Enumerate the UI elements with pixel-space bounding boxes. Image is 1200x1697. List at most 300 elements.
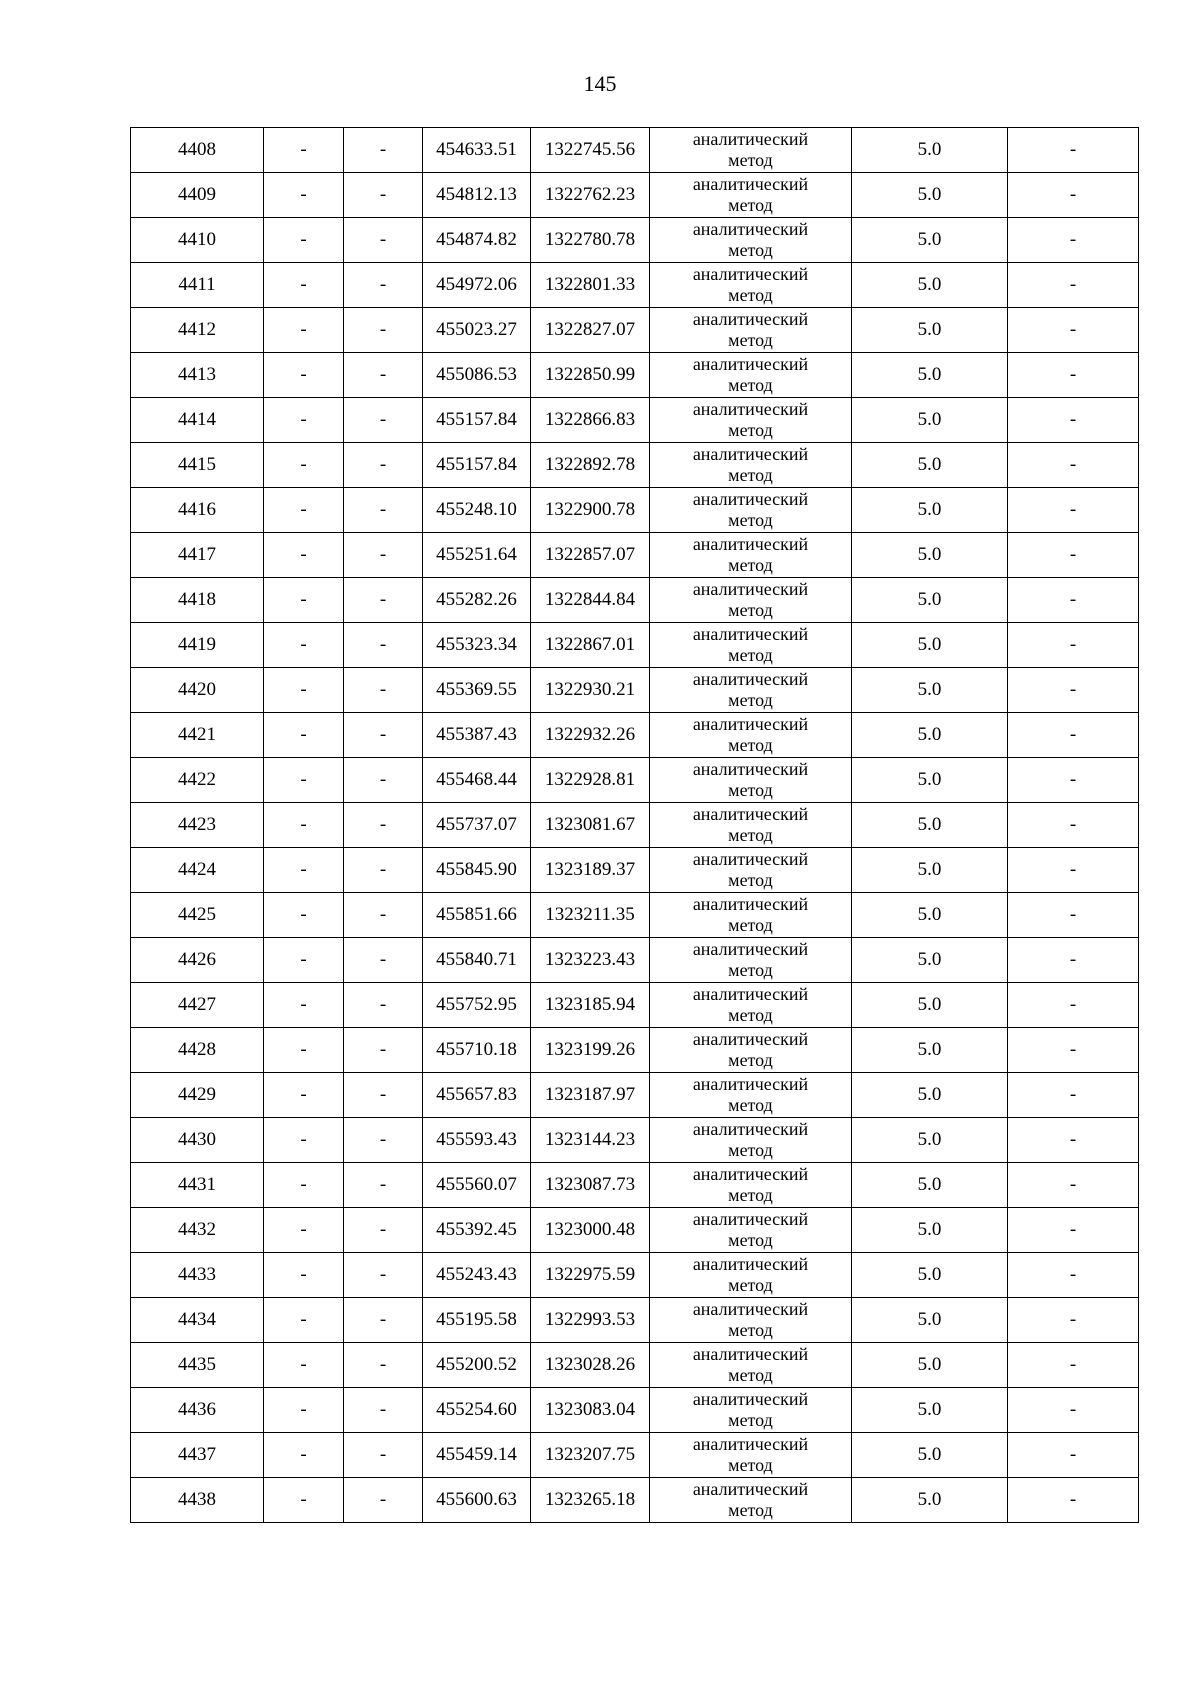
method-text: метод [728, 780, 773, 800]
table-row [131, 218, 1139, 263]
method-text: метод [728, 1455, 773, 1475]
method-text: метод [728, 330, 773, 350]
method-text: метод [728, 285, 773, 305]
dash-cell: - [344, 668, 423, 713]
x-coordinate-cell: 454874.82 [423, 218, 531, 263]
table-row [131, 263, 1139, 308]
method-cell [650, 938, 852, 983]
dash-cell: - [264, 353, 344, 398]
accuracy-value-cell: 5.0 [852, 1028, 1008, 1073]
x-coordinate-cell: 455752.95 [423, 983, 531, 1028]
point-id-cell: 4418 [131, 578, 264, 623]
method-cell [650, 1208, 852, 1253]
x-coordinate-cell: 455254.60 [423, 1388, 531, 1433]
dash-cell: - [1008, 1433, 1139, 1478]
x-coordinate-cell: 455282.26 [423, 578, 531, 623]
accuracy-value-cell: 5.0 [852, 1253, 1008, 1298]
dash-cell: - [264, 308, 344, 353]
method-text: аналитический [692, 669, 809, 689]
point-id-cell: 4437 [131, 1433, 264, 1478]
method-text: аналитический [692, 1029, 809, 1049]
y-coordinate-cell: 1323081.67 [531, 803, 650, 848]
method-cell [650, 308, 852, 353]
table-row [131, 1208, 1139, 1253]
y-coordinate-cell: 1323028.26 [531, 1343, 650, 1388]
point-id-cell: 4426 [131, 938, 264, 983]
method-cell [650, 443, 852, 488]
method-text: аналитический [692, 354, 809, 374]
method-text: метод [728, 1275, 773, 1295]
table-row [131, 983, 1139, 1028]
accuracy-value-cell: 5.0 [852, 1208, 1008, 1253]
method-text: аналитический [692, 534, 809, 554]
method-text: метод [728, 960, 773, 980]
method-text: метод [728, 1185, 773, 1205]
dash-cell: - [264, 533, 344, 578]
table-row [131, 893, 1139, 938]
table-row [131, 128, 1139, 173]
accuracy-value-cell: 5.0 [852, 623, 1008, 668]
table-row [131, 1253, 1139, 1298]
accuracy-value-cell: 5.0 [852, 803, 1008, 848]
point-id-cell: 4413 [131, 353, 264, 398]
point-id-cell: 4415 [131, 443, 264, 488]
accuracy-value-cell: 5.0 [852, 443, 1008, 488]
x-coordinate-cell: 455657.83 [423, 1073, 531, 1118]
dash-cell: - [344, 983, 423, 1028]
dash-cell: - [344, 803, 423, 848]
table-row [131, 938, 1139, 983]
method-text: аналитический [692, 1344, 809, 1364]
point-id-cell: 4411 [131, 263, 264, 308]
point-id-cell: 4412 [131, 308, 264, 353]
dash-cell: - [1008, 1343, 1139, 1388]
dash-cell: - [1008, 398, 1139, 443]
table-row [131, 1118, 1139, 1163]
table-row [131, 578, 1139, 623]
accuracy-value-cell: 5.0 [852, 353, 1008, 398]
dash-cell: - [344, 353, 423, 398]
method-text: аналитический [692, 1299, 809, 1319]
table-row [131, 1073, 1139, 1118]
dash-cell: - [1008, 1163, 1139, 1208]
method-cell [650, 1343, 852, 1388]
method-text: аналитический [692, 309, 809, 329]
dash-cell: - [1008, 938, 1139, 983]
table-row [131, 533, 1139, 578]
method-cell [650, 398, 852, 443]
dash-cell: - [1008, 173, 1139, 218]
y-coordinate-cell: 1322801.33 [531, 263, 650, 308]
point-id-cell: 4423 [131, 803, 264, 848]
method-text: аналитический [692, 714, 809, 734]
x-coordinate-cell: 455323.34 [423, 623, 531, 668]
point-id-cell: 4438 [131, 1478, 264, 1523]
method-cell [650, 803, 852, 848]
method-text: аналитический [692, 444, 809, 464]
method-cell [650, 533, 852, 578]
dash-cell: - [1008, 668, 1139, 713]
accuracy-value-cell: 5.0 [852, 578, 1008, 623]
y-coordinate-cell: 1323265.18 [531, 1478, 650, 1523]
point-id-cell: 4408 [131, 128, 264, 173]
dash-cell: - [344, 1073, 423, 1118]
dash-cell: - [264, 1253, 344, 1298]
dash-cell: - [1008, 1028, 1139, 1073]
y-coordinate-cell: 1322762.23 [531, 173, 650, 218]
dash-cell: - [344, 893, 423, 938]
y-coordinate-cell: 1322867.01 [531, 623, 650, 668]
dash-cell: - [1008, 1208, 1139, 1253]
accuracy-value-cell: 5.0 [852, 1343, 1008, 1388]
dash-cell: - [344, 848, 423, 893]
point-id-cell: 4416 [131, 488, 264, 533]
method-text: аналитический [692, 984, 809, 1004]
y-coordinate-cell: 1322928.81 [531, 758, 650, 803]
dash-cell: - [1008, 983, 1139, 1028]
method-cell [650, 1253, 852, 1298]
accuracy-value-cell: 5.0 [852, 1073, 1008, 1118]
table-row [131, 803, 1139, 848]
method-text: аналитический [692, 849, 809, 869]
accuracy-value-cell: 5.0 [852, 1478, 1008, 1523]
point-id-cell: 4433 [131, 1253, 264, 1298]
accuracy-value-cell: 5.0 [852, 398, 1008, 443]
method-cell [650, 713, 852, 758]
dash-cell: - [344, 938, 423, 983]
method-text: аналитический [692, 624, 809, 644]
dash-cell: - [264, 1433, 344, 1478]
dash-cell: - [264, 578, 344, 623]
x-coordinate-cell: 455251.64 [423, 533, 531, 578]
method-text: метод [728, 1050, 773, 1070]
dash-cell: - [264, 1478, 344, 1523]
dash-cell: - [1008, 713, 1139, 758]
dash-cell: - [264, 443, 344, 488]
table-row [131, 848, 1139, 893]
method-text: метод [728, 510, 773, 530]
y-coordinate-cell: 1322930.21 [531, 668, 650, 713]
x-coordinate-cell: 455200.52 [423, 1343, 531, 1388]
x-coordinate-cell: 455840.71 [423, 938, 531, 983]
dash-cell: - [264, 1118, 344, 1163]
table-row [131, 353, 1139, 398]
method-text: метод [728, 1365, 773, 1385]
accuracy-value-cell: 5.0 [852, 983, 1008, 1028]
x-coordinate-cell: 454633.51 [423, 128, 531, 173]
dash-cell: - [1008, 758, 1139, 803]
dash-cell: - [344, 1163, 423, 1208]
dash-cell: - [1008, 893, 1139, 938]
dash-cell: - [1008, 533, 1139, 578]
dash-cell: - [344, 1028, 423, 1073]
accuracy-value-cell: 5.0 [852, 218, 1008, 263]
method-text: аналитический [692, 1209, 809, 1229]
accuracy-value-cell: 5.0 [852, 1118, 1008, 1163]
method-text: аналитический [692, 804, 809, 824]
method-text: аналитический [692, 1164, 809, 1184]
method-text: метод [728, 735, 773, 755]
method-cell [650, 488, 852, 533]
dash-cell: - [344, 308, 423, 353]
dash-cell: - [344, 758, 423, 803]
method-text: аналитический [692, 894, 809, 914]
accuracy-value-cell: 5.0 [852, 533, 1008, 578]
x-coordinate-cell: 455468.44 [423, 758, 531, 803]
method-cell [650, 173, 852, 218]
dash-cell: - [264, 893, 344, 938]
method-cell [650, 578, 852, 623]
y-coordinate-cell: 1322993.53 [531, 1298, 650, 1343]
y-coordinate-cell: 1322850.99 [531, 353, 650, 398]
method-cell [650, 623, 852, 668]
dash-cell: - [344, 488, 423, 533]
x-coordinate-cell: 455387.43 [423, 713, 531, 758]
dash-cell: - [1008, 128, 1139, 173]
point-id-cell: 4431 [131, 1163, 264, 1208]
accuracy-value-cell: 5.0 [852, 893, 1008, 938]
dash-cell: - [1008, 803, 1139, 848]
point-id-cell: 4419 [131, 623, 264, 668]
method-text: аналитический [692, 579, 809, 599]
point-id-cell: 4432 [131, 1208, 264, 1253]
method-text: метод [728, 690, 773, 710]
y-coordinate-cell: 1323199.26 [531, 1028, 650, 1073]
method-cell [650, 353, 852, 398]
method-cell [650, 1073, 852, 1118]
table-row [131, 1478, 1139, 1523]
y-coordinate-cell: 1322827.07 [531, 308, 650, 353]
dash-cell: - [264, 173, 344, 218]
method-text: аналитический [692, 1389, 809, 1409]
point-id-cell: 4414 [131, 398, 264, 443]
point-id-cell: 4434 [131, 1298, 264, 1343]
point-id-cell: 4410 [131, 218, 264, 263]
table-row [131, 443, 1139, 488]
y-coordinate-cell: 1323189.37 [531, 848, 650, 893]
x-coordinate-cell: 455243.43 [423, 1253, 531, 1298]
coordinates-table [130, 127, 1139, 1523]
point-id-cell: 4421 [131, 713, 264, 758]
table-row [131, 308, 1139, 353]
method-cell [650, 668, 852, 713]
dash-cell: - [344, 1433, 423, 1478]
dash-cell: - [1008, 353, 1139, 398]
dash-cell: - [264, 398, 344, 443]
method-text: метод [728, 1095, 773, 1115]
dash-cell: - [1008, 1298, 1139, 1343]
method-text: метод [728, 915, 773, 935]
x-coordinate-cell: 455737.07 [423, 803, 531, 848]
point-id-cell: 4422 [131, 758, 264, 803]
method-text: метод [728, 375, 773, 395]
accuracy-value-cell: 5.0 [852, 1298, 1008, 1343]
method-text: метод [728, 1500, 773, 1520]
y-coordinate-cell: 1323187.97 [531, 1073, 650, 1118]
x-coordinate-cell: 455560.07 [423, 1163, 531, 1208]
method-text: метод [728, 1005, 773, 1025]
accuracy-value-cell: 5.0 [852, 128, 1008, 173]
dash-cell: - [344, 1343, 423, 1388]
point-id-cell: 4430 [131, 1118, 264, 1163]
method-text: метод [728, 150, 773, 170]
dash-cell: - [344, 578, 423, 623]
point-id-cell: 4425 [131, 893, 264, 938]
x-coordinate-cell: 455157.84 [423, 398, 531, 443]
method-cell [650, 1433, 852, 1478]
method-cell [650, 1388, 852, 1433]
method-cell [650, 128, 852, 173]
method-text: метод [728, 240, 773, 260]
dash-cell: - [1008, 308, 1139, 353]
method-text: аналитический [692, 759, 809, 779]
method-text: метод [728, 1320, 773, 1340]
x-coordinate-cell: 455195.58 [423, 1298, 531, 1343]
accuracy-value-cell: 5.0 [852, 488, 1008, 533]
method-text: аналитический [692, 1074, 809, 1094]
y-coordinate-cell: 1323223.43 [531, 938, 650, 983]
dash-cell: - [1008, 623, 1139, 668]
x-coordinate-cell: 455369.55 [423, 668, 531, 713]
dash-cell: - [1008, 1118, 1139, 1163]
table-row [131, 623, 1139, 668]
point-id-cell: 4436 [131, 1388, 264, 1433]
accuracy-value-cell: 5.0 [852, 173, 1008, 218]
dash-cell: - [264, 488, 344, 533]
x-coordinate-cell: 454972.06 [423, 263, 531, 308]
accuracy-value-cell: 5.0 [852, 1388, 1008, 1433]
method-cell [650, 1478, 852, 1523]
table-row [131, 1433, 1139, 1478]
dash-cell: - [344, 1118, 423, 1163]
y-coordinate-cell: 1322900.78 [531, 488, 650, 533]
method-text: аналитический [692, 219, 809, 239]
point-id-cell: 4435 [131, 1343, 264, 1388]
method-text: метод [728, 1230, 773, 1250]
x-coordinate-cell: 455845.90 [423, 848, 531, 893]
table-body [131, 128, 1139, 1523]
y-coordinate-cell: 1323211.35 [531, 893, 650, 938]
dash-cell: - [264, 758, 344, 803]
x-coordinate-cell: 455710.18 [423, 1028, 531, 1073]
y-coordinate-cell: 1322857.07 [531, 533, 650, 578]
dash-cell: - [264, 218, 344, 263]
y-coordinate-cell: 1322780.78 [531, 218, 650, 263]
dash-cell: - [1008, 1073, 1139, 1118]
table-row [131, 1388, 1139, 1433]
method-text: метод [728, 825, 773, 845]
x-coordinate-cell: 455248.10 [423, 488, 531, 533]
dash-cell: - [264, 1073, 344, 1118]
y-coordinate-cell: 1322892.78 [531, 443, 650, 488]
accuracy-value-cell: 5.0 [852, 758, 1008, 803]
method-text: аналитический [692, 1119, 809, 1139]
point-id-cell: 4409 [131, 173, 264, 218]
method-text: метод [728, 420, 773, 440]
method-cell [650, 263, 852, 308]
x-coordinate-cell: 455086.53 [423, 353, 531, 398]
dash-cell: - [264, 1163, 344, 1208]
table-row [131, 1298, 1139, 1343]
table-row [131, 1343, 1139, 1388]
dash-cell: - [264, 983, 344, 1028]
page-number: 145 [583, 71, 617, 96]
method-cell [650, 1298, 852, 1343]
dash-cell: - [344, 1253, 423, 1298]
y-coordinate-cell: 1322745.56 [531, 128, 650, 173]
dash-cell: - [264, 1028, 344, 1073]
method-cell [650, 983, 852, 1028]
dash-cell: - [344, 1208, 423, 1253]
x-coordinate-cell: 455023.27 [423, 308, 531, 353]
accuracy-value-cell: 5.0 [852, 1163, 1008, 1208]
method-text: аналитический [692, 489, 809, 509]
accuracy-value-cell: 5.0 [852, 263, 1008, 308]
dash-cell: - [344, 1298, 423, 1343]
method-cell [650, 1028, 852, 1073]
y-coordinate-cell: 1323185.94 [531, 983, 650, 1028]
dash-cell: - [344, 128, 423, 173]
dash-cell: - [264, 668, 344, 713]
method-cell [650, 1118, 852, 1163]
dash-cell: - [1008, 488, 1139, 533]
accuracy-value-cell: 5.0 [852, 668, 1008, 713]
method-cell [650, 893, 852, 938]
dash-cell: - [264, 623, 344, 668]
method-text: аналитический [692, 1254, 809, 1274]
method-text: метод [728, 195, 773, 215]
accuracy-value-cell: 5.0 [852, 938, 1008, 983]
method-text: аналитический [692, 399, 809, 419]
method-text: аналитический [692, 939, 809, 959]
y-coordinate-cell: 1323207.75 [531, 1433, 650, 1478]
method-text: аналитический [692, 129, 809, 149]
dash-cell: - [1008, 1253, 1139, 1298]
method-text: метод [728, 1410, 773, 1430]
dash-cell: - [344, 398, 423, 443]
y-coordinate-cell: 1322866.83 [531, 398, 650, 443]
method-text: метод [728, 1140, 773, 1160]
dash-cell: - [1008, 1478, 1139, 1523]
dash-cell: - [1008, 848, 1139, 893]
method-text: метод [728, 645, 773, 665]
dash-cell: - [344, 533, 423, 578]
dash-cell: - [264, 938, 344, 983]
x-coordinate-cell: 455593.43 [423, 1118, 531, 1163]
table-row [131, 1163, 1139, 1208]
dash-cell: - [264, 1298, 344, 1343]
method-cell [650, 1163, 852, 1208]
accuracy-value-cell: 5.0 [852, 848, 1008, 893]
point-id-cell: 4424 [131, 848, 264, 893]
dash-cell: - [344, 263, 423, 308]
method-text: метод [728, 600, 773, 620]
dash-cell: - [264, 803, 344, 848]
dash-cell: - [264, 1343, 344, 1388]
dash-cell: - [1008, 443, 1139, 488]
point-id-cell: 4427 [131, 983, 264, 1028]
dash-cell: - [264, 713, 344, 758]
table-row [131, 713, 1139, 758]
dash-cell: - [344, 623, 423, 668]
dash-cell: - [344, 218, 423, 263]
dash-cell: - [1008, 218, 1139, 263]
dash-cell: - [264, 1208, 344, 1253]
method-text: метод [728, 870, 773, 890]
y-coordinate-cell: 1323144.23 [531, 1118, 650, 1163]
dash-cell: - [1008, 578, 1139, 623]
method-text: аналитический [692, 1434, 809, 1454]
